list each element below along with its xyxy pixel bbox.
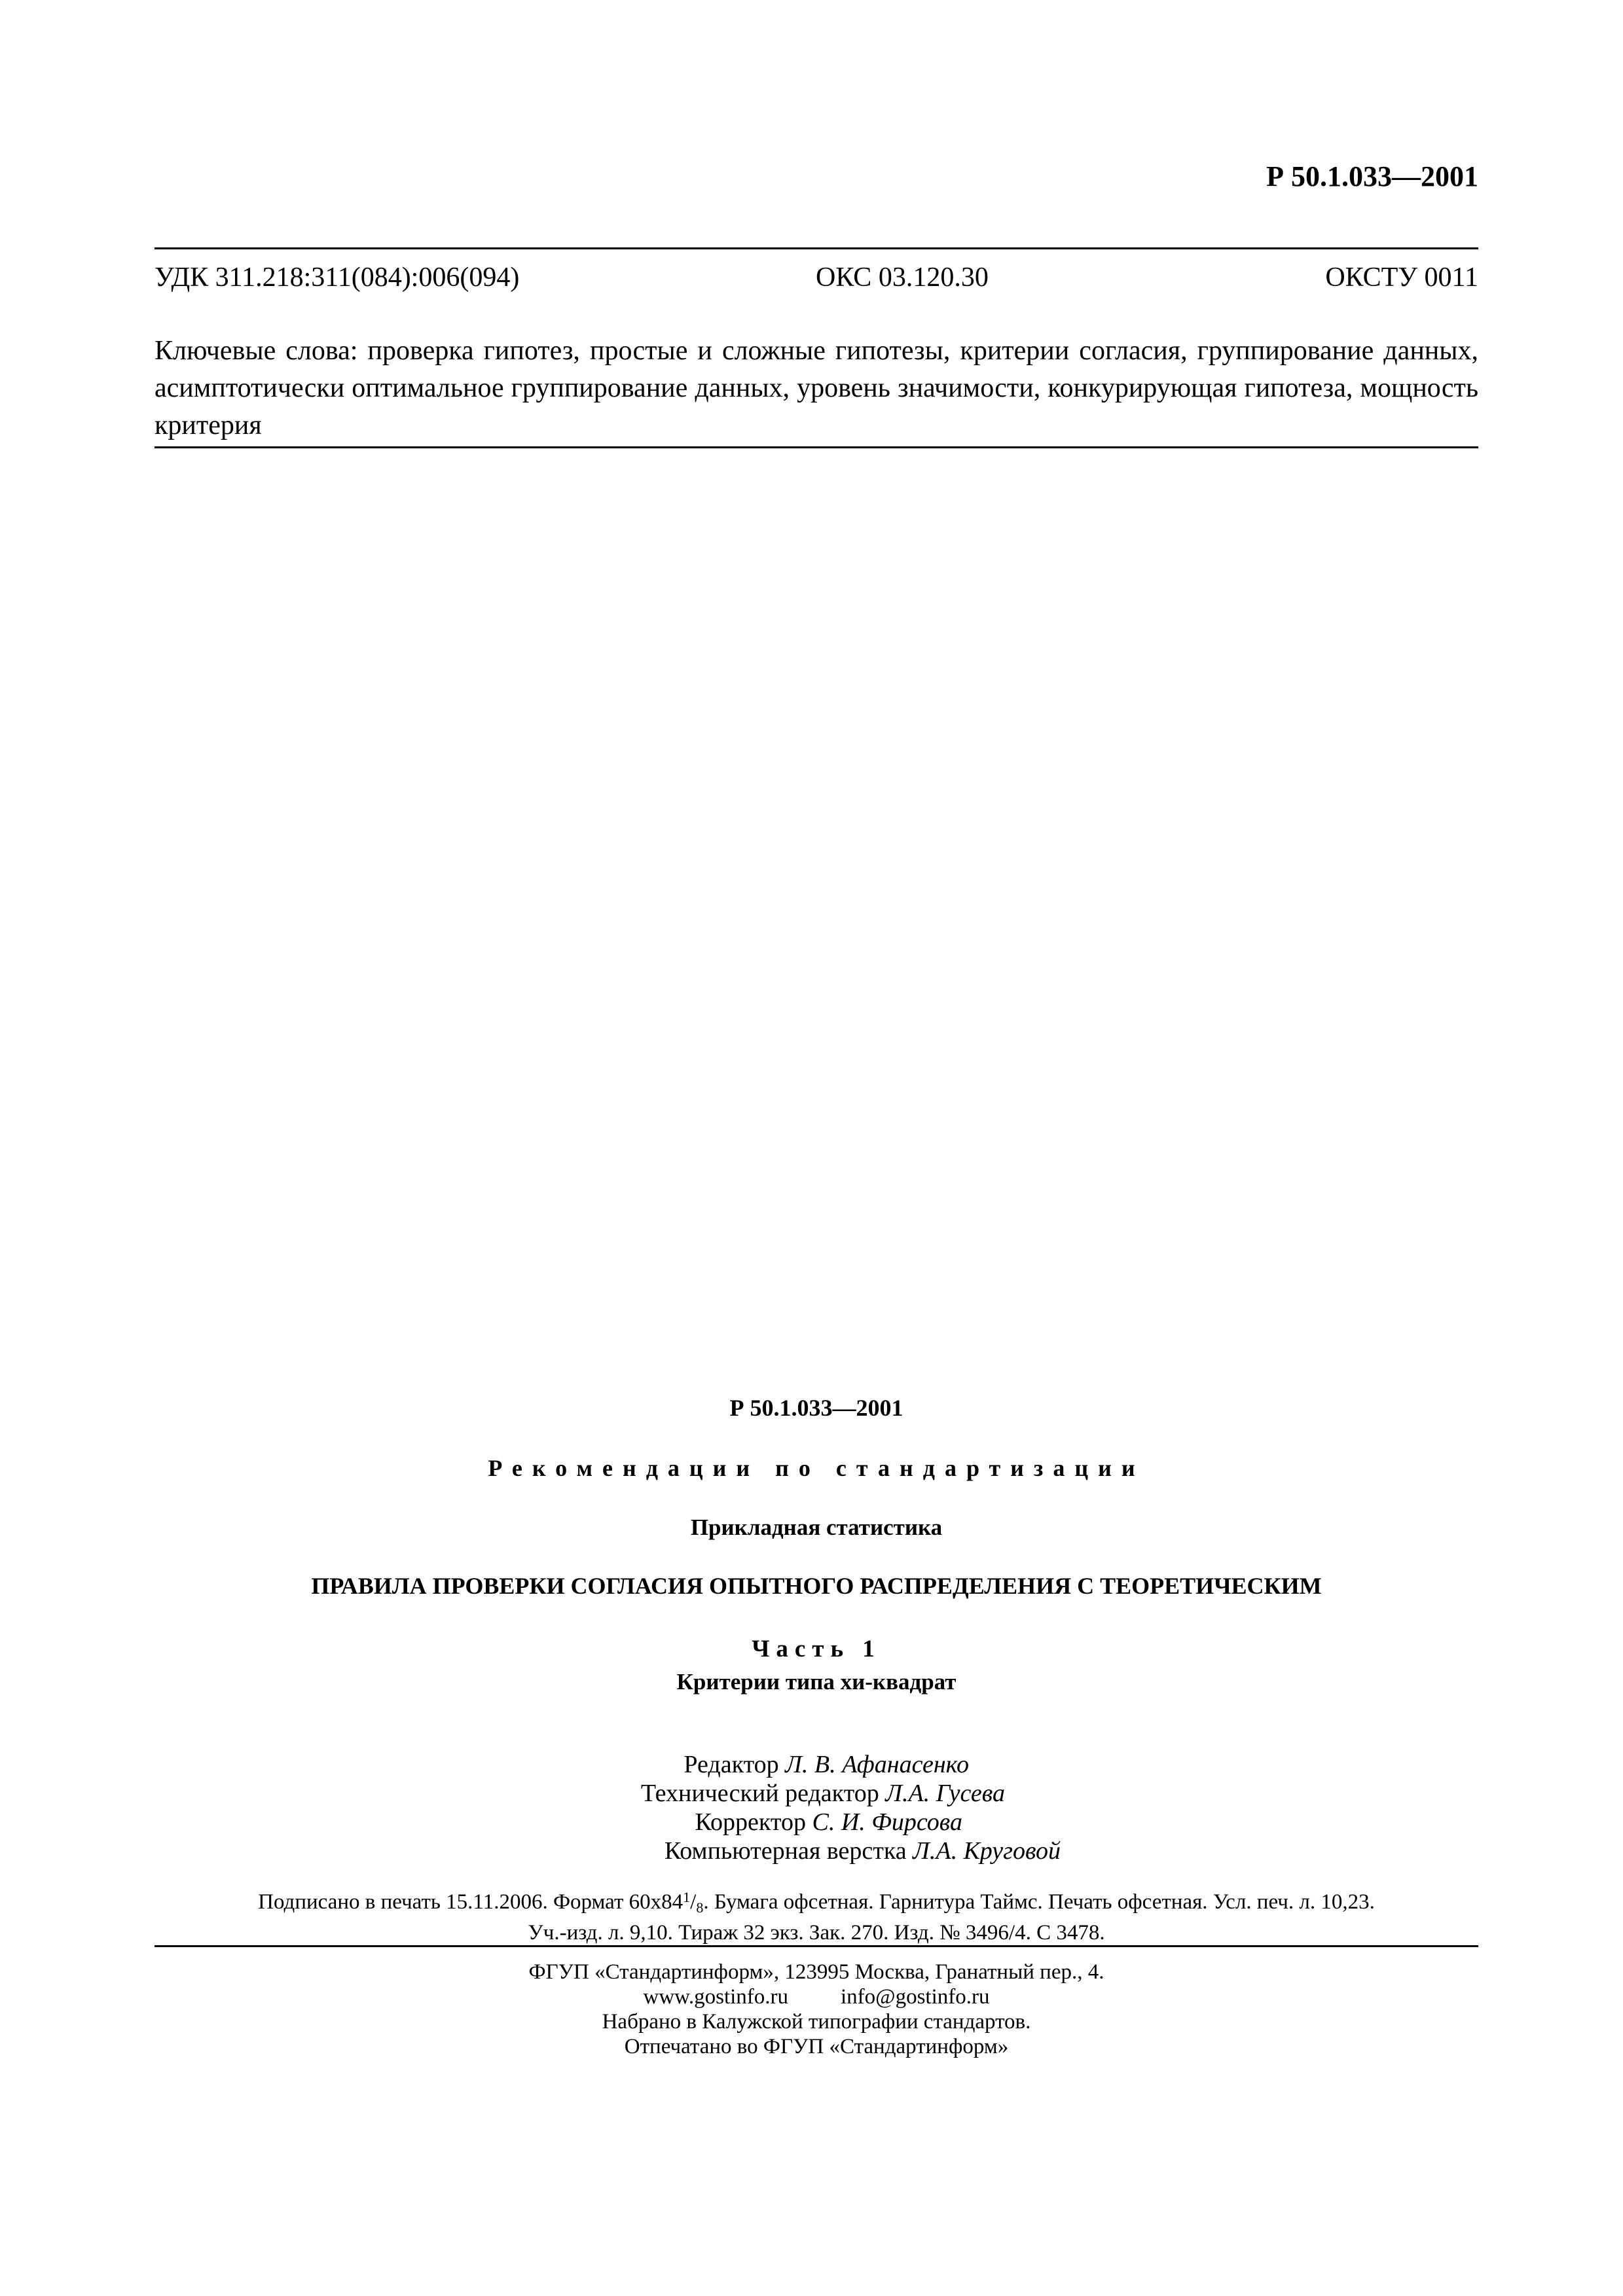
imprint-part-subtitle: Критерии типа хи-квадрат — [676, 1669, 957, 1695]
imprint-part: Часть 1 — [752, 1636, 881, 1662]
classification-row — [155, 262, 1478, 301]
credits-block — [589, 1750, 1061, 1865]
publisher-printed: Отпечатано во ФГУП «Стандартинформ» — [624, 2035, 1009, 2058]
credit-proofreader-name: С. И. Фирсова — [812, 1808, 962, 1836]
imprint-title: ПРАВИЛА ПРОВЕРКИ СОГЛАСИЯ ОПЫТНОГО РАСПРЕДЕЛЕНИЯ С ТЕОРЕТИЧЕСКИМ — [311, 1573, 1322, 1599]
format-denominator: 8 — [696, 1899, 704, 1916]
print-info-line-1: Подписано в печать 15.11.2006. Формат $60х84^1/_8$. Бумага офсетная. Гарнитура Таймс. Печать офсетная. Усл. печ. л. 10,23. — [258, 1889, 1375, 1916]
credit-technical-editor: Технический редактор Л.А. Гусева — [640, 1780, 1005, 1807]
keywords-rule — [155, 446, 1478, 448]
publisher-block — [155, 1960, 1478, 2059]
credit-proofreader: Корректор С. И. Фирсова — [695, 1808, 962, 1836]
keywords-paragraph: Ключевые слова: проверка гипотез, простые и сложные гипотезы, критерии согласия, группирование данных, асимптотически оптимальное группирование данных, уровень значимости, конкурирующая гипотеза, мощность критерия — [155, 336, 1478, 440]
publisher-links — [155, 1984, 1478, 2009]
format-numerator: 1 — [683, 1889, 691, 1905]
header-rule — [155, 247, 1478, 249]
oks-code: ОКС 03.120.30 — [816, 262, 989, 293]
credit-editor-name: Л. В. Афанасенко — [785, 1751, 969, 1778]
imprint-document-code: Р 50.1.033—2001 — [729, 1395, 903, 1421]
publisher-rule — [155, 1945, 1478, 1947]
print-info-line-2: Уч.-изд. л. 9,10. Тираж 32 экз. Зак. 270. Изд. № 3496/4. С 3478. — [528, 1921, 1105, 1945]
okstu-code: ОКСТУ 0011 — [1325, 262, 1478, 293]
credit-technical-editor-name: Л.А. Гусева — [885, 1780, 1005, 1807]
publisher-website: www.gostinfo.ru — [643, 1985, 789, 2009]
credit-editor: Редактор Л. В. Афанасенко — [684, 1751, 969, 1778]
publisher-address: ФГУП «Стандартинформ», 123995 Москва, Гранатный пер., 4. — [528, 1960, 1104, 1984]
credit-layout: Компьютерная верстка Л.А. Круговой — [664, 1837, 1061, 1865]
publisher-typeset: Набрано в Калужской типографии стандартов. — [602, 2010, 1031, 2034]
imprint-subject: Прикладная статистика — [690, 1515, 943, 1540]
udk-code: УДК 311.218:311(084):006(094) — [155, 262, 520, 293]
print-info — [155, 1885, 1478, 1945]
publisher-email: info@gostinfo.ru — [841, 1985, 990, 2009]
credit-layout-name: Л.А. Круговой — [913, 1837, 1061, 1865]
imprint-series: Рекомендации по стандартизации — [488, 1455, 1145, 1481]
document-code-header: Р 50.1.033—2001 — [1266, 160, 1478, 192]
